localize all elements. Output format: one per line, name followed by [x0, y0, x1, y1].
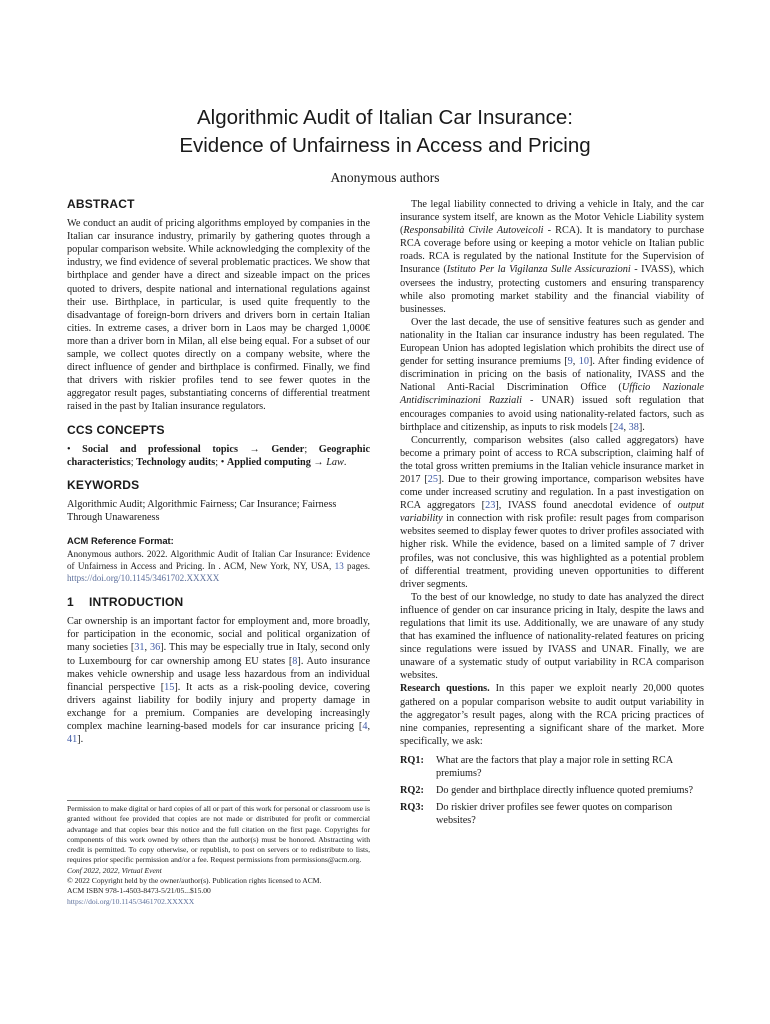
research-questions-paragraph: Research questions. In this paper we exploit nearly 20,000 quotes gathered on a popular comparison website to audit output variability in the aggregator’s result pages, along with the RCA pricing practices of nine companies, representing a significant share of the market. More specifically, we ask: — [400, 683, 705, 747]
citation-link[interactable]: 4 — [362, 721, 368, 732]
abstract-heading: ABSTRACT — [67, 197, 135, 211]
reference-format-text: Anonymous authors. 2022. Algorithmic Audit of Italian Car Insurance: Evidence of Unfairness in Access and Pricing. In . ACM, New York, NY, USA, 13 pages. https://doi.org/10.1145/3461702.XXXXX — [67, 549, 370, 584]
research-questions-list — [400, 754, 704, 827]
paper-title — [0, 104, 770, 160]
ccs-concept: Geographic characteristics — [67, 443, 371, 468]
title-line-1: Algorithmic Audit of Italian Car Insurance: — [196, 106, 574, 129]
rq-label: RQ2: — [400, 785, 424, 797]
research-question-2 — [400, 784, 704, 797]
right-column — [400, 198, 704, 827]
citation-link[interactable]: 25 — [427, 473, 439, 485]
rq-text: Do gender and birthplace directly influence quoted premiums? — [436, 785, 694, 797]
rq-text: What are the factors that play a major role in setting RCA premiums? — [436, 754, 673, 780]
citation-link[interactable]: 8 — [292, 655, 298, 667]
intro-paragraph-5: To the best of our knowledge, no study to date has analyzed the direct influence of gender on car insurance pricing in Italy, despite the laws and regulations that limit its use. Additionally, we are unaware of any study that has examined the influence of nationality-related features on pricing since regulations were issued by IVASS and UNAR. Finally, we are unaware of a systematic study of output variability in RCA comparison websites. — [400, 591, 704, 682]
page-count: 13 — [334, 561, 344, 572]
reference-format — [67, 534, 370, 584]
conference-name: Conf 2022, 2022, Virtual Event — [67, 865, 162, 875]
citation-link[interactable]: 23 — [485, 500, 496, 512]
ccs-concept: Gender — [271, 443, 305, 455]
intro-paragraph-3: Over the last decade, the use of sensitive features such as gender and nationality in the Italian car insurance industry has been regulated. The European Union has adopted legislation which prohibits the direct use of gender for setting insurance premiums [9, 10]. After finding evidence of discrimination in pricing on the basis of nationality, IVASS and the National Anti-Racial Discrimination Office (Ufficio Nazionale Antidiscriminazioni Razziali - UNAR) issued soft regulation that encourages companies to avoid using nationality-related factors, such as birthplace and citizenship, as inputs to risk models [24, 38]. — [400, 316, 705, 433]
keywords-text: Algorithmic Audit; Algorithmic Fairness; Car Insurance; Fairness Through Unawareness — [67, 498, 337, 523]
permission-text: Permission to make digital or hard copies of all or part of this work for personal or classroom use is granted without fee provided that copies are not made or distributed for profit or commercial advantage and that copies bear this notice and the full citation on the first page. Copyrights for components of this work owned by others than the author(s) must be honored. Abstracting with credit is permitted. To copy otherwise, or republish, to post on servers or to redistribute to lists, requires prior specific permission and/or a fee. Request permissions from permissions@acm.org. — [67, 804, 370, 865]
introduction-section — [67, 596, 370, 746]
citation-link[interactable]: 38 — [628, 421, 639, 433]
introduction-heading: 1 INTRODUCTION — [67, 595, 184, 610]
research-question-3 — [400, 801, 704, 827]
intro-paragraph-2: The legal liability connected to driving a vehicle in Italy, and the car insurance system itself, are known as the Motor Vehicle Liability system (Responsabilità Civile Autoveicoli - RCA). It is mandatory to purchase RCA coverage before using or keeping a motor vehicle on Italian public roads. RCA is regulated by the national Institute for the Supervision of Insurance (Istituto Per la Vigilanza Sulle Assicurazioni - IVASS), which oversees the industry, protecting customers and ensuring transparency while also promoting market stability and the financial viability of businesses. — [400, 199, 704, 315]
ccs-text: • Social and professional topics → Gender; Geographic characteristics; Technology audits; • Applied computing → Law. — [67, 443, 371, 468]
citation-link[interactable]: 9 — [567, 356, 573, 368]
citation-link[interactable]: 15 — [164, 681, 175, 693]
reference-doi-link[interactable]: https://doi.org/10.1145/3461702.XXXXX — [67, 573, 220, 584]
abstract-text: We conduct an audit of pricing algorithms employed by companies in the Italian car insurance industry, primarily by gathering quotes through a popular comparison website. While acknowledging the complexity of the industry, we find evidence of several problematic practices. We show that birthplace and gender have a direct and sizeable impact on the prices quoted to drivers, despite national and international regulations against their use. Birthplace, in particular, is used quite frequently to the disadvantage of foreign-born drivers and drivers born in certain Italian cities. In extreme cases, a driver born in Laos may be charged 1,000€ more than a driver born in Milan, all else being equal. For a subset of our sample, we collect quotes directly on a company website, where the direct influence of gender and birthplace is confirmed. Finally, we find that drivers with riskier profiles tend to see fewer quotes in the aggregator result pages, substantiating concerns of differential treatment raised in the past by Italian insurance regulators. — [67, 218, 370, 413]
keywords-heading: KEYWORDS — [67, 477, 140, 492]
ccs-heading: CCS CONCEPTS — [67, 422, 165, 437]
keywords-section — [67, 479, 370, 524]
rq-label: RQ3: — [400, 802, 424, 814]
isbn-text: ACM ISBN 978-1-4503-8473-5/21/05...$15.00 — [67, 886, 211, 896]
title-line-2: Evidence of Unfairness in Access and Pricing — [179, 134, 591, 157]
reference-format-heading: ACM Reference Format: — [67, 535, 174, 547]
left-column — [67, 198, 370, 746]
ccs-concept: Social and professional topics — [82, 443, 238, 455]
author-line: Anonymous authors — [330, 170, 440, 185]
abstract-section — [67, 198, 370, 414]
research-questions-heading: Research questions. — [400, 683, 490, 695]
intro-paragraph-4: Concurrently, comparison websites (also called aggregators) have become a primary point of access to RCA subscription, claiming half of the total gross written premiums in the Italian vehicle insurance market in 2017 [25]. Due to their growing importance, comparison websites have come under increased scrutiny and regulation. In a past investigation on RCA aggregators [23], IVASS found anecdotal evidence of output variability in connection with risk profile: result pages from comparison websites seemed to display fewer quotes to driver profiles associated with higher risk. While the evidence, based on a limited sample of 7 driver profiles, was not conclusive, this was highlighted as a potential problem of differential treatment, providing uneven opportunities to different driver segments. — [400, 434, 705, 590]
permission-footnote — [67, 800, 370, 907]
intro-paragraph-1: Car ownership is an important factor for employment and, more broadly, for participation in the economic, social and political organization of many societies [31, 36]. This may be especially true in Italy, second only to Luxembourg for car ownership among EU states [8]. Auto insurance makes vehicle ownership and usage less hazardous from an individual financial perspective [15]. It acts as a risk-pooling device, covering drivers against liability for bodily injury and property damage in exchange for a premium. Companies are developing increasingly complex machine learning-based models for car insurance pricing [4, 41]. — [67, 616, 370, 746]
copyright-text: © 2022 Copyright held by the owner/author(s). Publication rights licensed to ACM. — [67, 876, 322, 886]
rq-text: Do riskier driver profiles see fewer quotes on comparison websites? — [436, 802, 673, 827]
citation-link[interactable]: 41 — [67, 734, 78, 746]
research-question-1 — [400, 754, 704, 780]
citation-link[interactable]: 31 — [134, 642, 145, 654]
ccs-concept: Law — [326, 456, 344, 468]
citation-link[interactable]: 36 — [150, 642, 161, 654]
citation-link[interactable]: 10 — [578, 356, 589, 368]
footnote-doi-link[interactable]: https://doi.org/10.1145/3461702.XXXXX — [67, 896, 195, 906]
ccs-concept: Technology audits — [136, 456, 216, 468]
citation-link[interactable]: 24 — [613, 421, 624, 433]
ccs-concept: Applied computing — [226, 456, 311, 468]
rq-label: RQ1: — [400, 754, 424, 766]
ccs-section — [67, 424, 370, 469]
